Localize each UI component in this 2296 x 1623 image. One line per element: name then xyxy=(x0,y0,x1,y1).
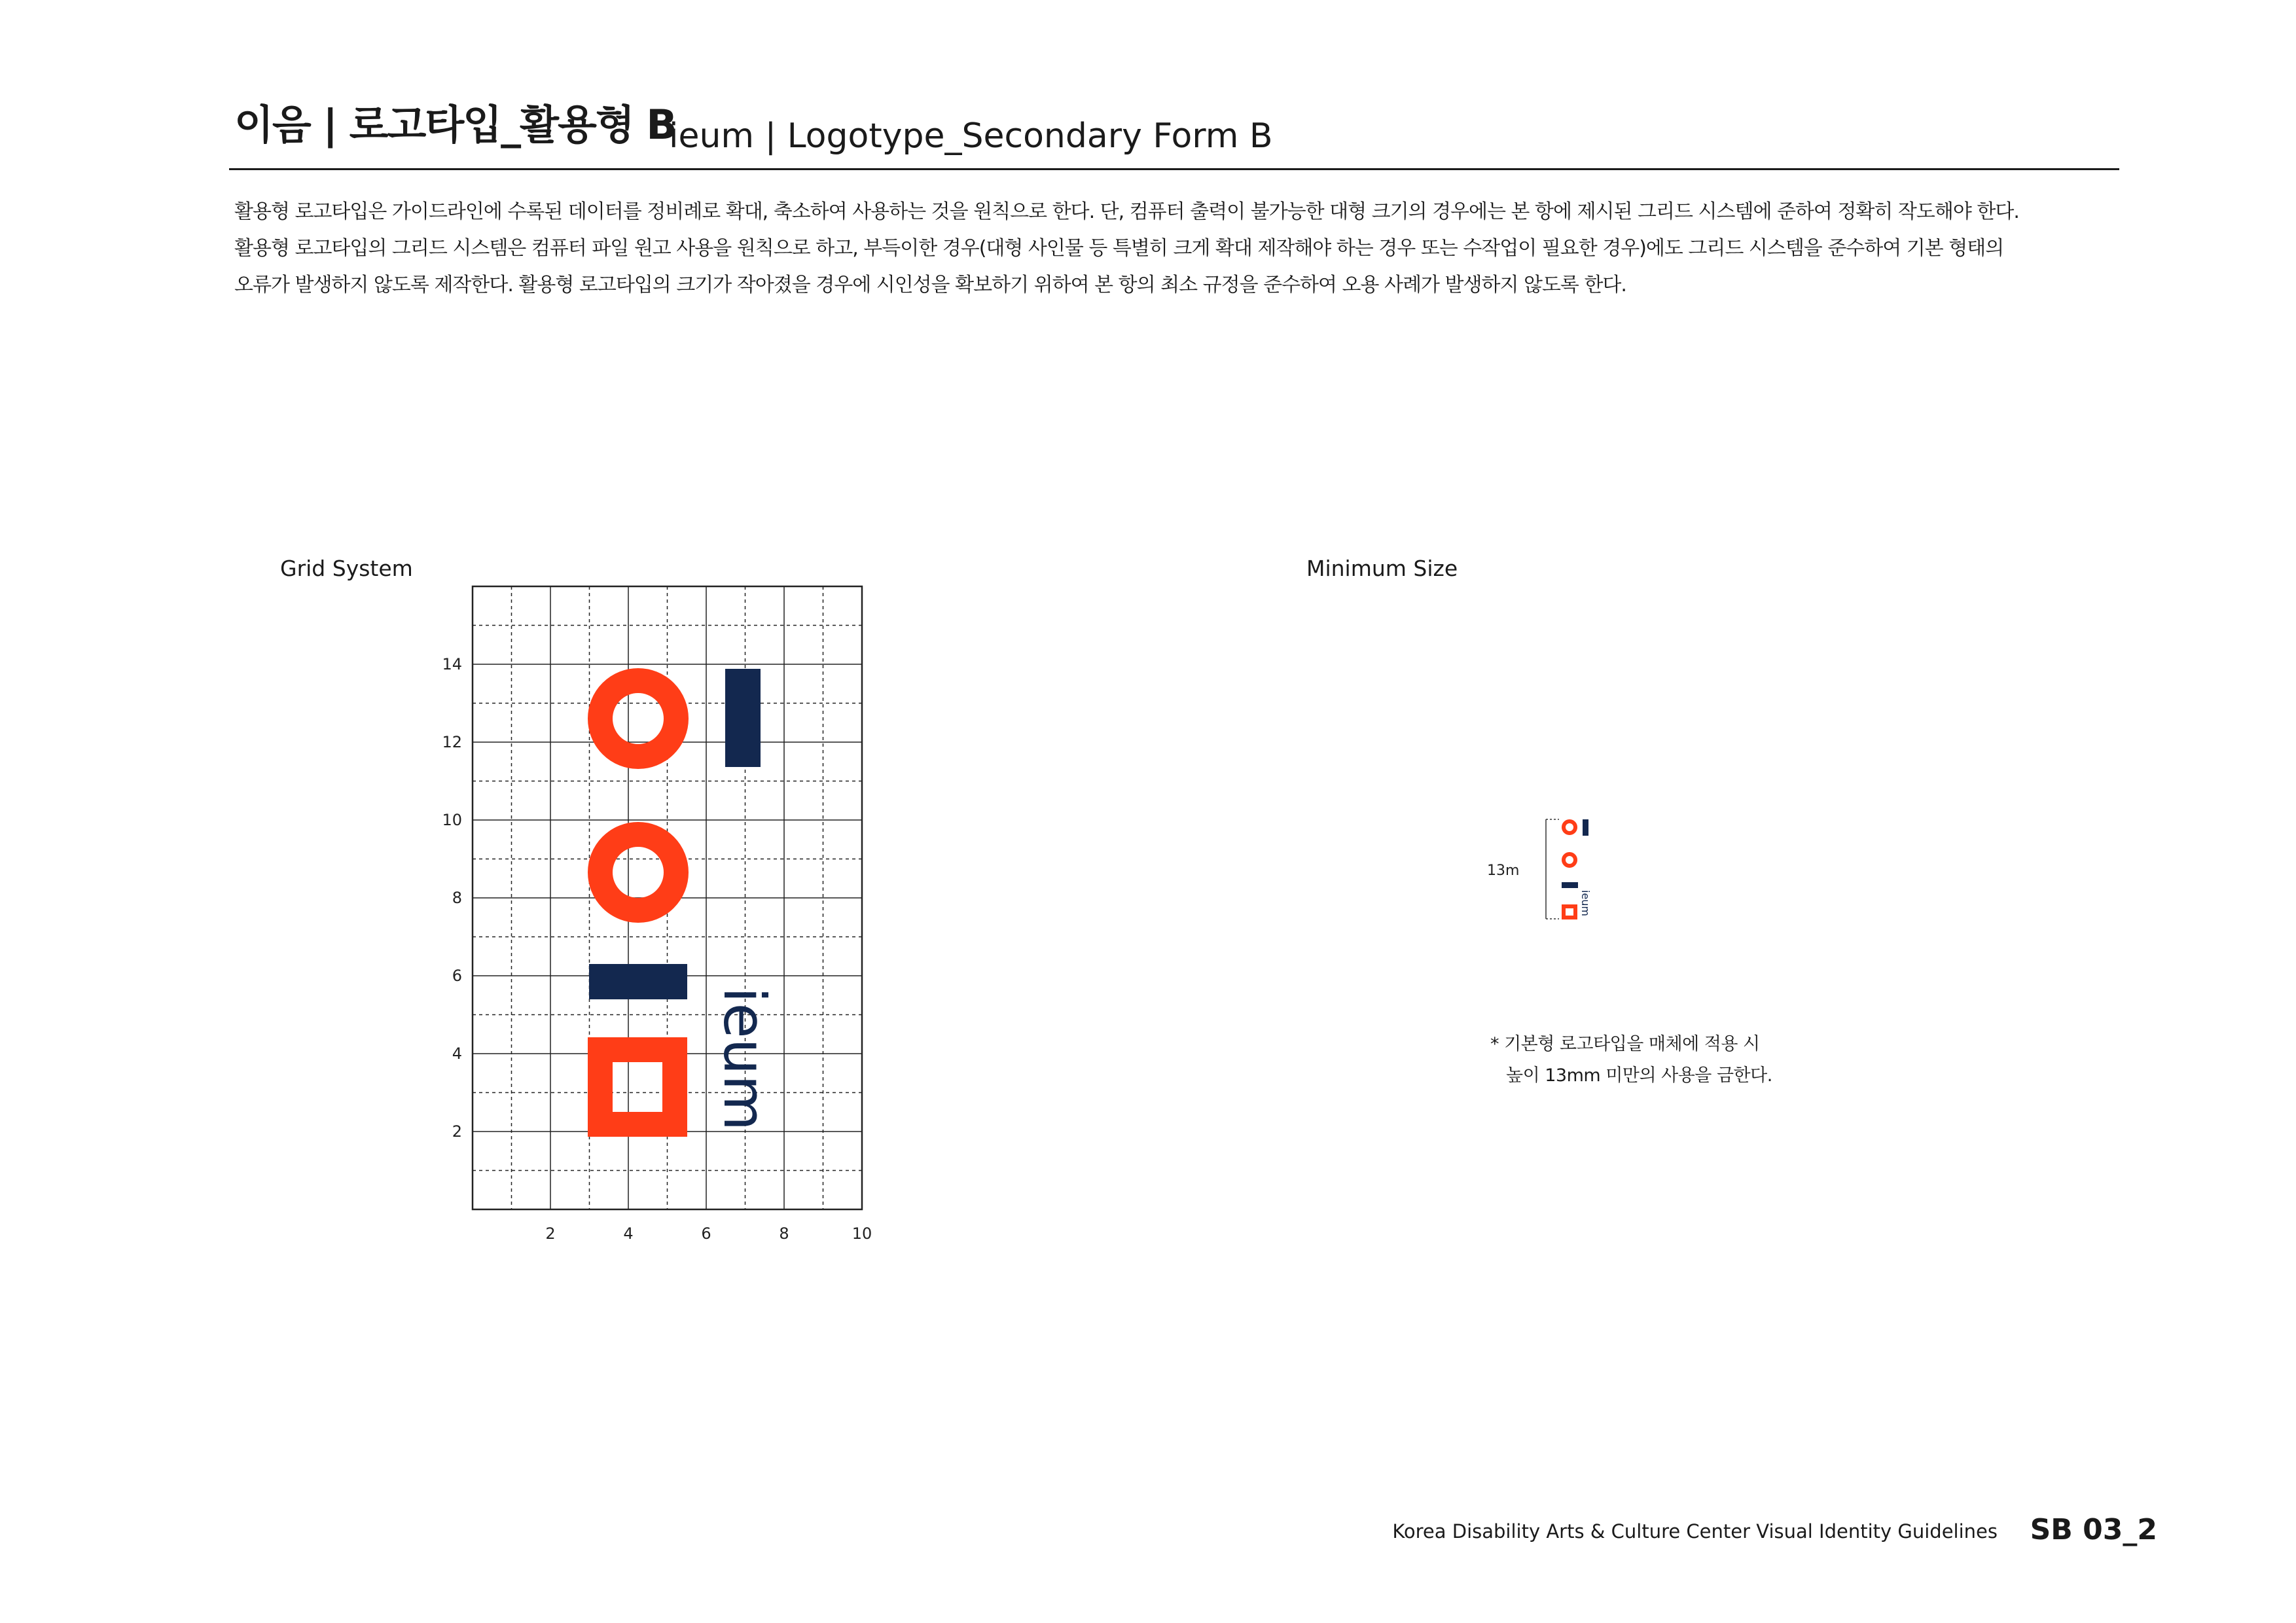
x-tick-label: 2 xyxy=(545,1224,556,1243)
logo-bar-vertical xyxy=(725,669,761,767)
x-tick-label: 8 xyxy=(779,1224,789,1243)
logotype-secondary-b xyxy=(589,669,778,1131)
x-tick-label: 4 xyxy=(623,1224,634,1243)
title-underline xyxy=(229,168,2119,170)
logo-bar-horizontal xyxy=(589,964,687,999)
y-axis-labels xyxy=(442,655,462,1141)
y-tick-label: 2 xyxy=(452,1122,462,1141)
logo-circle-middle xyxy=(600,834,676,910)
mini-logo-square xyxy=(1564,906,1575,918)
minimum-size-label: Minimum Size xyxy=(1306,556,1458,581)
minimum-size-diagram xyxy=(1486,812,1604,929)
mini-logo-wordmark: ieum xyxy=(1579,890,1592,917)
x-tick-label: 6 xyxy=(701,1224,711,1243)
description xyxy=(234,194,2119,304)
logo-wordmark: ieum xyxy=(711,987,778,1132)
logo-circle-top xyxy=(600,681,676,757)
description-line: 오류가 발생하지 않도록 제작한다. 활용형 로고타입의 크기가 작아졌을 경우에 시인성을 확보하기 위하여 본 항의 최소 규정을 준수하여 오용 사례가 발생하지 않도록 한다. xyxy=(234,274,1626,296)
y-tick-label: 8 xyxy=(452,889,462,907)
page-title-english: ieum | Logotype_Secondary Form B xyxy=(669,116,1273,156)
y-tick-label: 12 xyxy=(442,733,462,751)
footer-guide-title: Korea Disability Arts & Culture Center Visual Identity Guidelines xyxy=(1392,1520,1998,1543)
x-tick-label: 10 xyxy=(852,1224,872,1243)
y-tick-label: 10 xyxy=(442,811,462,829)
logo-square xyxy=(600,1050,675,1124)
y-tick-label: 14 xyxy=(442,655,462,673)
x-axis-labels xyxy=(545,1224,872,1243)
minimum-size-note xyxy=(1490,1029,1772,1092)
page-title: 이음 | 로고타입_활용형 B xyxy=(234,101,676,149)
mini-logo-circle-top xyxy=(1564,821,1575,833)
page-number: SB 03_2 xyxy=(2030,1513,2157,1546)
mini-logotype xyxy=(1562,819,1592,918)
mini-logo-bar-vertical xyxy=(1583,819,1588,836)
y-tick-label: 4 xyxy=(452,1044,462,1063)
mini-logo-circle-middle xyxy=(1564,854,1575,866)
grid-system-diagram xyxy=(419,576,903,1257)
height-bracket xyxy=(1546,819,1559,919)
grid-system-label: Grid System xyxy=(280,556,413,581)
note-line: 높이 13mm 미만의 사용을 금한다. xyxy=(1506,1065,1772,1086)
description-line: 활용형 로고타입은 가이드라인에 수록된 데이터를 정비례로 확대, 축소하여 사용하는 것을 원칙으로 한다. 단, 컴퓨터 출력이 불가능한 대형 크기의 경우에는 본 항에 제시된 그리드 시스템에 준하여 정확히 작도해야 한다. xyxy=(234,200,2019,223)
note-line: * 기본형 로고타입을 매체에 적용 시 xyxy=(1490,1034,1760,1054)
mini-logo-bar-horizontal xyxy=(1562,882,1578,888)
y-tick-label: 6 xyxy=(452,967,462,985)
description-line: 활용형 로고타입의 그리드 시스템은 컴퓨터 파일 원고 사용을 원칙으로 하고, 부득이한 경우(대형 사인물 등 특별히 크게 확대 제작해야 하는 경우 또는 수작업이 필요한 경우)에도 그리드 시스템을 준수하여 기본 형태의 xyxy=(234,237,2004,260)
height-label: 13m xyxy=(1487,863,1520,879)
